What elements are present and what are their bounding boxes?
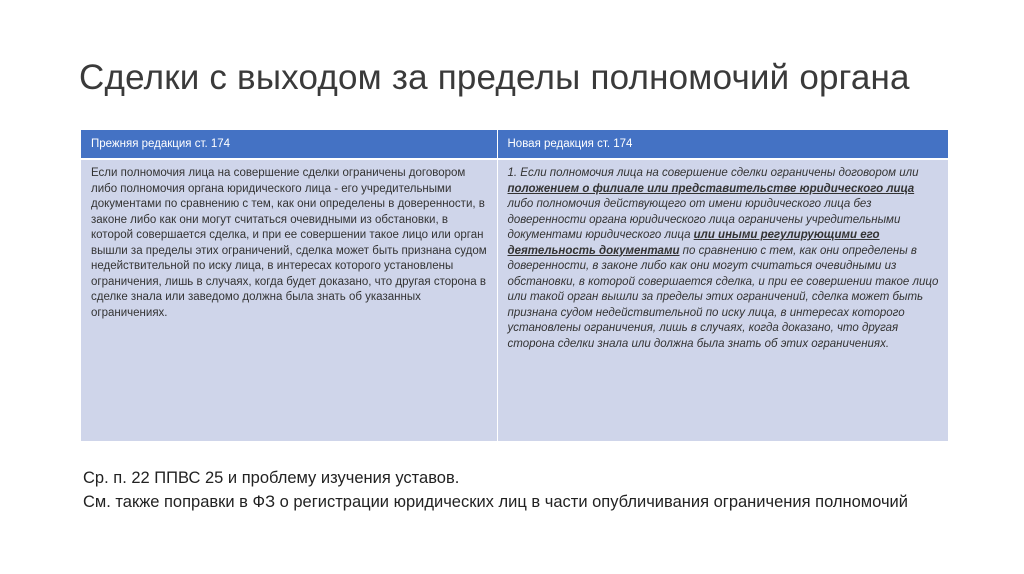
slide-title: Сделки с выходом за пределы полномочий органа xyxy=(79,58,910,97)
new-text-highlight-1: положением о филиале или представительстве юридического лица xyxy=(507,182,915,195)
table-header-row xyxy=(81,130,948,159)
old-edition-text: Если полномочия лица на совершение сделки ограничены договором либо полномочия органа юридического лица - его учредительными документами по сравнению с тем, как они определены в доверенности, в законе либо как они могут считаться очевидными из обстановки, в которой совершается сделка, и при ее совершении такое лицо или орган вышли за пределы этих ограничений, сделка может быть признана судом недействительной по иску лица, в интересах которого установлены ограничения, лишь в случаях, когда будет доказано, что другая сторона в сделке знала или заведомо должна была знать об указанных ограничениях. xyxy=(81,159,497,441)
note-line-2: См. также поправки в ФЗ о регистрации юридических лиц в части опубличивания ограничения полномочий xyxy=(83,493,908,511)
new-edition-text xyxy=(497,159,948,441)
header-new-edition: Новая редакция ст. 174 xyxy=(497,130,948,159)
header-old-edition: Прежняя редакция ст. 174 xyxy=(81,130,497,159)
new-text-part-3: по сравнению с тем, как они определены в доверенности, в законе либо как они могут считаться очевидными из обстановки, в которой совершается сделка, и при ее совершении такое лицо или такой орган вышли за пределы этих ограничений, сделка может быть признана судом недействительной по иску лица, в интересах которого установлены ограничения, лишь в случаях, когда доказано, что другая сторона сделки знала или должна была знать об этих ограничениях. xyxy=(507,244,939,350)
new-text-part-1: 1. Если полномочия лица на совершение сделки ограничены договором или xyxy=(507,167,919,179)
new-text-part-2: либо полномочия действующего от имени юридического лица без доверенности органа юридического лица ограничены учредительными документами юридического лица xyxy=(507,198,901,241)
new-text-highlight-2: или иными регулирующими его деятельность документами xyxy=(507,229,880,257)
note-line-1: Ср. п. 22 ППВС 25 и проблему изучения уставов. xyxy=(83,469,460,487)
notes-block xyxy=(83,466,963,514)
table-row xyxy=(81,159,948,441)
comparison-table xyxy=(81,130,948,441)
